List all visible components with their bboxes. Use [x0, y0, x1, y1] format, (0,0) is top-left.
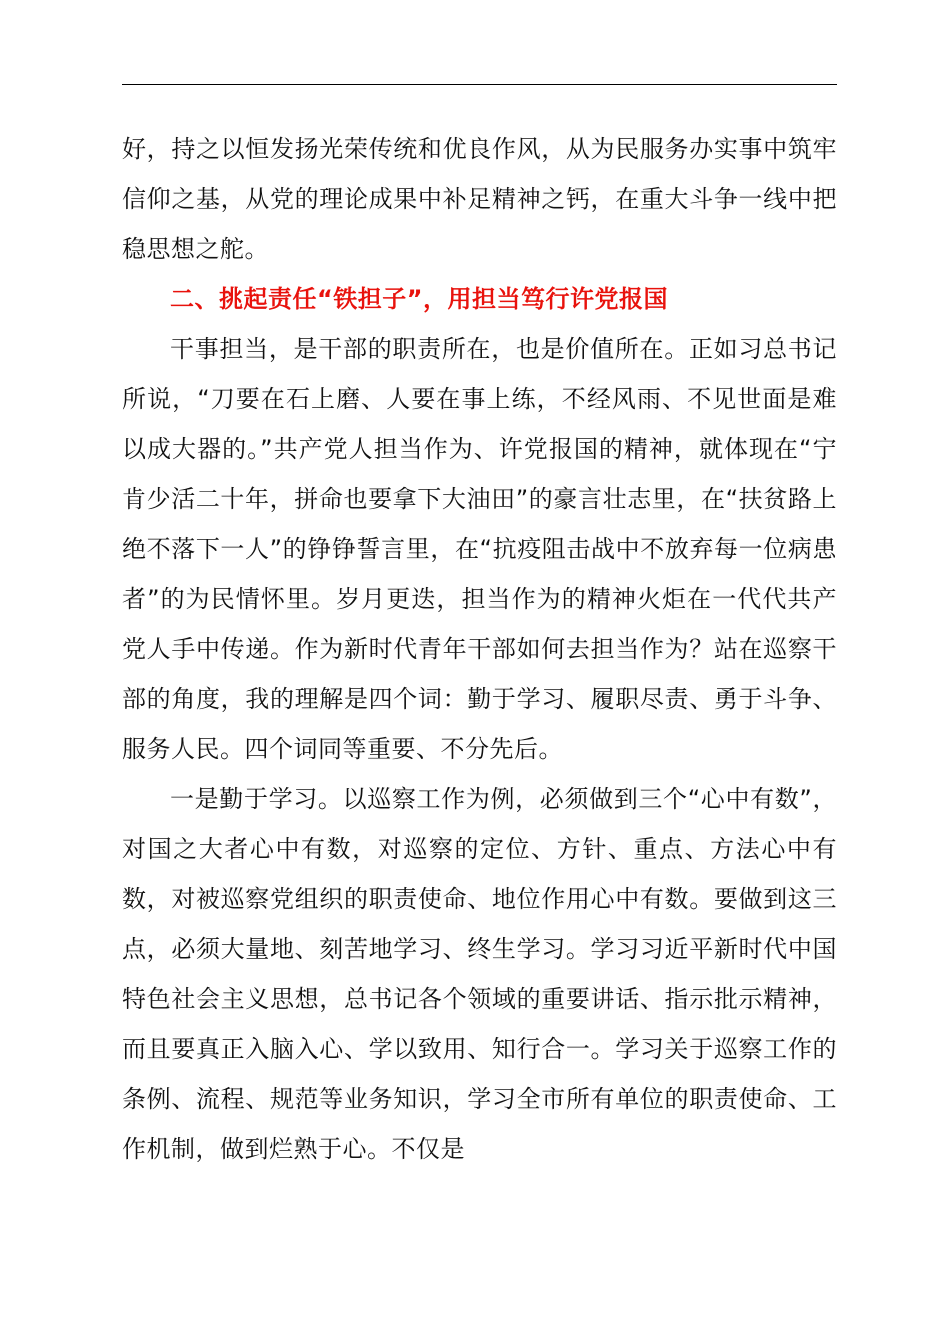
header-rule	[122, 84, 837, 85]
section-heading: 二、挑起责任“铁担子”，用担当笃行许党报国	[170, 285, 669, 313]
document-body	[122, 124, 837, 1174]
paragraph-duty: 干事担当，是干部的职责所在，也是价值所在。正如习总书记所说，“刀要在石上磨、人要在事上练，不经风雨、不见世面是难以成大器的。”共产党人担当作为、许党报国的精神，就体现在“宁肯少活二十年，拼命也要拿下大油田”的豪言壮志里，在“扶贫路上绝不落下一人”的铮铮誓言里，在“抗疫阻击战中不放弃每一位病患者”的为民情怀里。岁月更迭，担当作为的精神火炬在一代代共产党人手中传递。作为新时代青年干部如何去担当作为？站在巡察干部的角度，我的理解是四个词：勤于学习、履职尽责、勇于斗争、服务人民。四个词同等重要、不分先后。	[122, 335, 837, 763]
paragraph-study: 一是勤于学习。以巡察工作为例，必须做到三个“心中有数”，对国之大者心中有数，对巡察的定位、方针、重点、方法心中有数，对被巡察党组织的职责使命、地位作用心中有数。要做到这三点，必须大量地、刻苦地学习、终生学习。学习习近平新时代中国特色社会主义思想，总书记各个领域的重要讲话、指示批示精神，而且要真正入脑入心、学以致用、知行合一。学习关于巡察工作的条例、流程、规范等业务知识，学习全市所有单位的职责使命、工作机制，做到烂熟于心。不仅是	[122, 785, 837, 1163]
paragraph-continued: 好，持之以恒发扬光荣传统和优良作风，从为民服务办实事中筑牢信仰之基，从党的理论成果中补足精神之钙，在重大斗争一线中把稳思想之舵。	[122, 135, 837, 263]
